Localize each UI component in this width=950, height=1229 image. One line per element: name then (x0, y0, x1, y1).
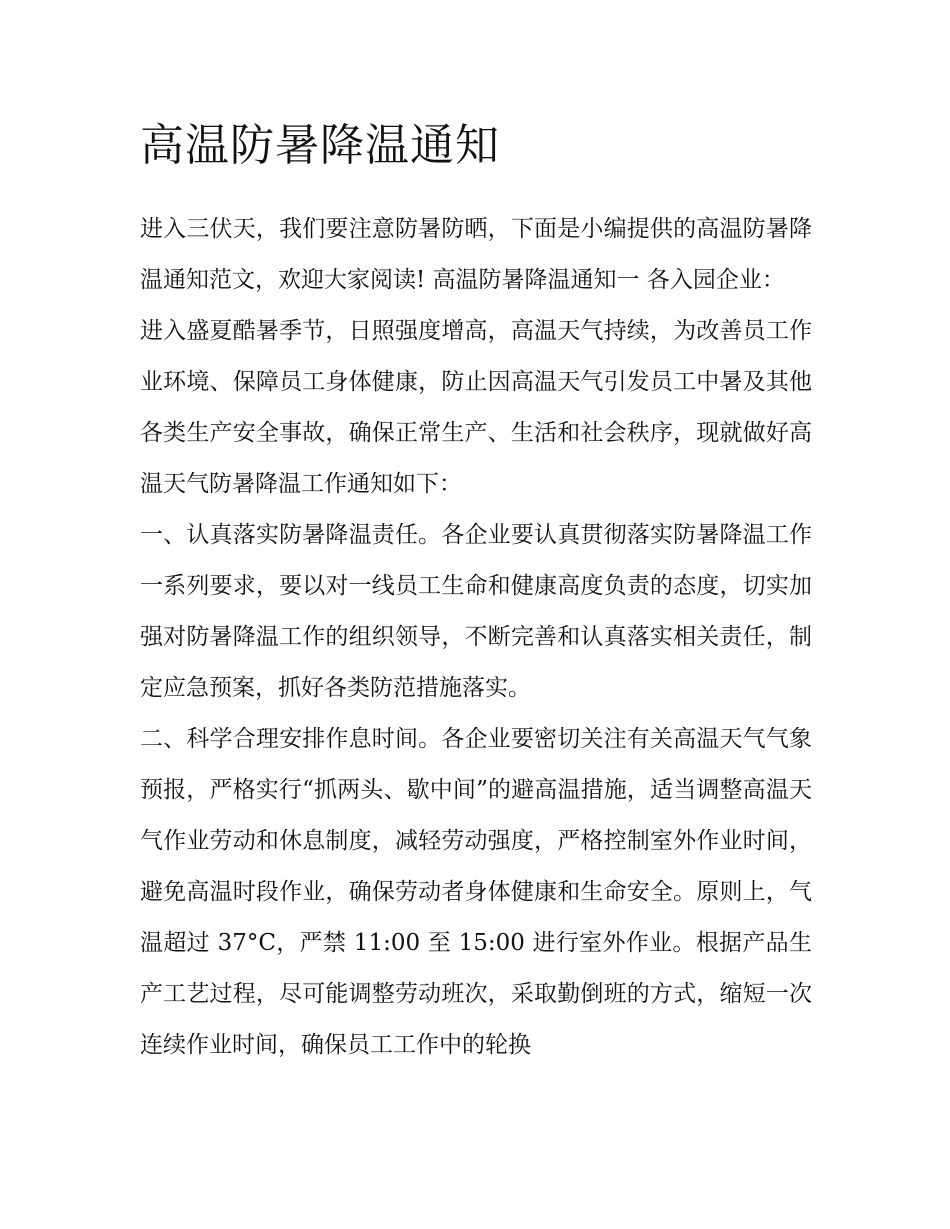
section-two-paragraph: 二、科学合理安排作息时间。各企业要密切关注有关高温天气气象预报，严格实行“抓两头、歇中间”的避高温措施，适当调整高温天气作业劳动和休息制度，减轻劳动强度，严格控制室外作业时间，避免高温时段作业，确保劳动者身体健康和生命安全。原则上，气温超过 37°C，严禁 11:00 至 15:00 进行室外作业。根据产品生产工艺过程，尽可能调整劳动班次，采取勤倒班的方式，缩短一次连续作业时间，确保员工工作中的轮换 (140, 726, 812, 1058)
intro-paragraph: 进入三伏天，我们要注意防暑防晒，下面是小编提供的高温防暑降温通知范文，欢迎大家阅读! 高温防暑降温通知一 各入园企业： (140, 216, 812, 293)
document-page (140, 116, 812, 1071)
section-one-paragraph: 一、认真落实防暑降温责任。各企业要认真贯彻落实防暑降温工作一系列要求，要以对一线员工生命和健康高度负责的态度，切实加强对防暑降温工作的组织领导，不断完善和认真落实相关责任，制定应急预案，抓好各类防范措施落实。 (140, 522, 812, 701)
document-title: 高温防暑降温通知 (140, 120, 500, 171)
context-paragraph: 进入盛夏酷暑季节，日照强度增高，高温天气持续，为改善员工作业环境、保障员工身体健康，防止因高温天气引发员工中暑及其他各类生产安全事故，确保正常生产、生活和社会秩序，现就做好高温天气防暑降温工作通知如下： (140, 318, 812, 497)
